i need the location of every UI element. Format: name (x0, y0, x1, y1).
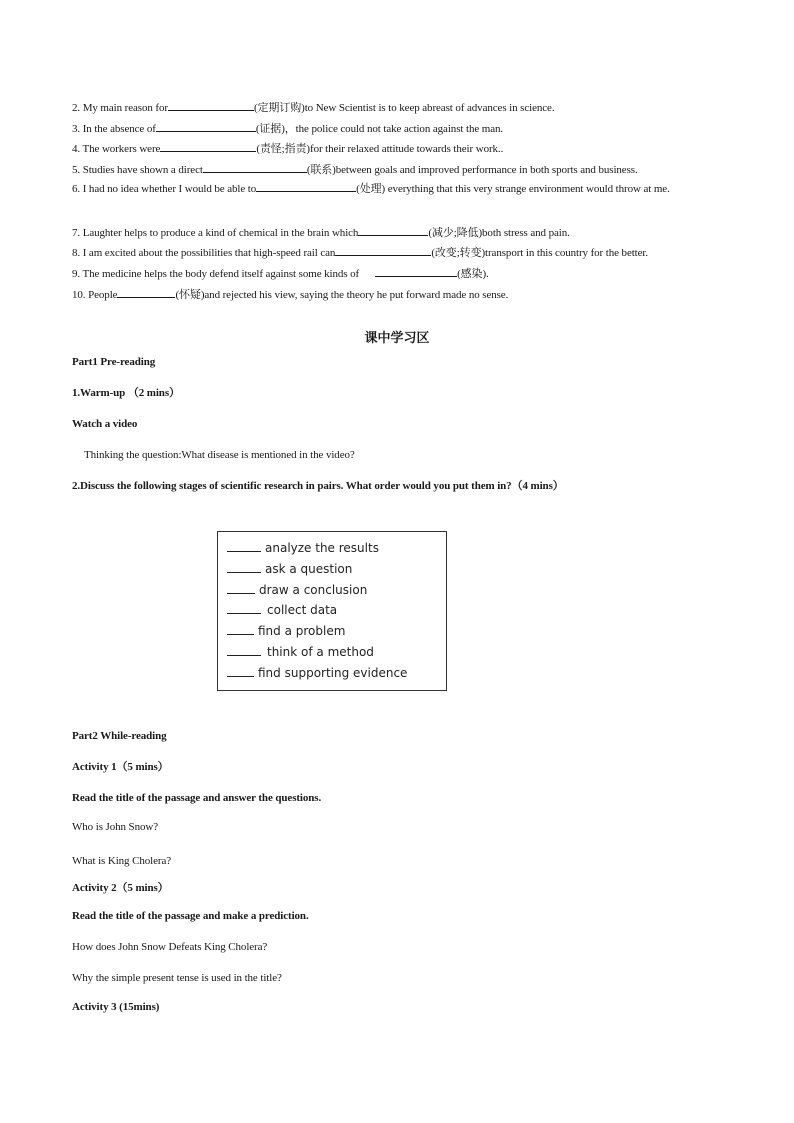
activity1-question-2: What is King Cholera? (72, 855, 172, 867)
sentence-text: 2. My main reason for (72, 102, 168, 114)
sentence-text: both stress and pain. (482, 227, 570, 239)
sentence-text: to New Scientist is to keep abreast of advances in science. (304, 102, 555, 114)
warmup-question: Thinking the question:What disease is mentioned in the video? (84, 449, 355, 461)
sentence-text: 7. Laughter helps to produce a kind of chemical in the brain which (72, 227, 359, 239)
sentence-text: and rejected his view, saying the theory he put forward made no sense. (204, 289, 509, 301)
sentence-text: between goals and improved performance in both sports and business. (335, 164, 638, 176)
section-title: 课中学习区 (364, 331, 430, 346)
order-blank[interactable] (227, 539, 261, 552)
chinese-hint: (证据) (255, 123, 285, 135)
answer-blank[interactable] (117, 287, 175, 298)
activity1-question-1: Who is John Snow? (72, 821, 158, 833)
activity2-heading: Activity 2（5 mins） (72, 882, 169, 894)
stage-item (227, 600, 446, 621)
order-blank[interactable] (227, 560, 261, 573)
chinese-hint: (减少;降低) (428, 227, 483, 239)
stage-label: draw a conclusion (259, 582, 368, 597)
sentence-4 (72, 141, 503, 156)
stage-item (227, 559, 446, 580)
stage-label: ask a question (265, 561, 353, 576)
activity2-question-1: How does John Snow Defeats King Cholera? (72, 941, 268, 953)
sentence-text: 4. The workers were (72, 143, 161, 155)
sentence-text: 6. I had no idea whether I would be able to (72, 183, 257, 195)
order-blank[interactable] (227, 601, 261, 614)
answer-blank[interactable] (156, 121, 256, 132)
sentence-text: everything that this very strange environment would throw at me. (385, 183, 670, 195)
answer-blank[interactable] (335, 245, 431, 256)
stage-item (227, 663, 446, 684)
answer-blank[interactable] (168, 100, 254, 111)
stage-item (227, 580, 446, 601)
chinese-hint: (怀疑) (175, 289, 205, 301)
answer-blank[interactable] (203, 162, 307, 173)
sentence-6 (72, 179, 724, 200)
sentence-text: 8. I am excited about the possibilities that high-speed rail can (72, 247, 336, 259)
chinese-hint: (责怪;指责) (256, 143, 310, 155)
answer-blank[interactable] (375, 266, 457, 277)
stage-label: think of a method (267, 644, 374, 659)
chinese-hint: (感染) (457, 268, 487, 280)
sentence-10 (72, 287, 508, 302)
activity2-question-2: Why the simple present tense is used in the title? (72, 972, 282, 984)
sentence-text: 3. In the absence of (72, 123, 156, 135)
activity1-instruction: Read the title of the passage and answer the questions. (72, 792, 322, 804)
activity3-heading: Activity 3 (15mins) (72, 1001, 160, 1013)
part2-title: Part2 While-reading (72, 730, 167, 742)
order-blank[interactable] (227, 664, 254, 677)
research-stages-box (217, 531, 447, 691)
order-blank[interactable] (227, 643, 261, 656)
order-blank[interactable] (227, 581, 255, 594)
chinese-hint: (定期订购) (253, 102, 305, 114)
activity2-instruction: Read the title of the passage and make a prediction. (72, 910, 309, 922)
watch-video-heading: Watch a video (72, 418, 138, 430)
discuss-heading: 2.Discuss the following stages of scientific research in pairs. What order would you put them in?（4 mins） (72, 480, 564, 492)
order-blank[interactable] (227, 622, 254, 635)
stage-item (227, 538, 446, 559)
answer-blank[interactable] (256, 181, 356, 192)
chinese-hint: (改变;转变) (431, 247, 486, 259)
sentence-text: ，the police could not take action against the man. (284, 123, 504, 135)
sentence-5 (72, 162, 638, 177)
sentence-9 (72, 266, 489, 281)
sentence-text: transport in this country for the better. (485, 247, 649, 259)
warmup-heading: 1.Warm-up （2 mins） (72, 387, 180, 399)
sentence-3 (72, 121, 503, 136)
stage-label: find a problem (258, 624, 346, 639)
sentence-2 (72, 100, 554, 115)
stage-item (227, 642, 446, 663)
activity1-heading: Activity 1（5 mins） (72, 761, 169, 773)
chinese-hint: (处理) (356, 183, 386, 195)
answer-blank[interactable] (160, 141, 256, 152)
part1-title: Part1 Pre-reading (72, 356, 156, 368)
sentence-8 (72, 245, 648, 260)
sentence-text: 9. The medicine helps the body defend itself against some kinds of (72, 268, 360, 280)
sentence-7 (72, 225, 570, 240)
sentence-text: 10. People (72, 289, 118, 301)
stage-item (227, 621, 446, 642)
sentence-text: . (486, 268, 489, 280)
stage-label: collect data (267, 603, 338, 618)
stage-label: find supporting evidence (258, 665, 408, 680)
sentence-text: for their relaxed attitude towards their work.. (310, 143, 504, 155)
sentence-text: 5. Studies have shown a direct (72, 164, 203, 176)
answer-blank[interactable] (358, 225, 428, 236)
chinese-hint: (联系) (306, 164, 336, 176)
stage-label: analyze the results (265, 541, 379, 555)
